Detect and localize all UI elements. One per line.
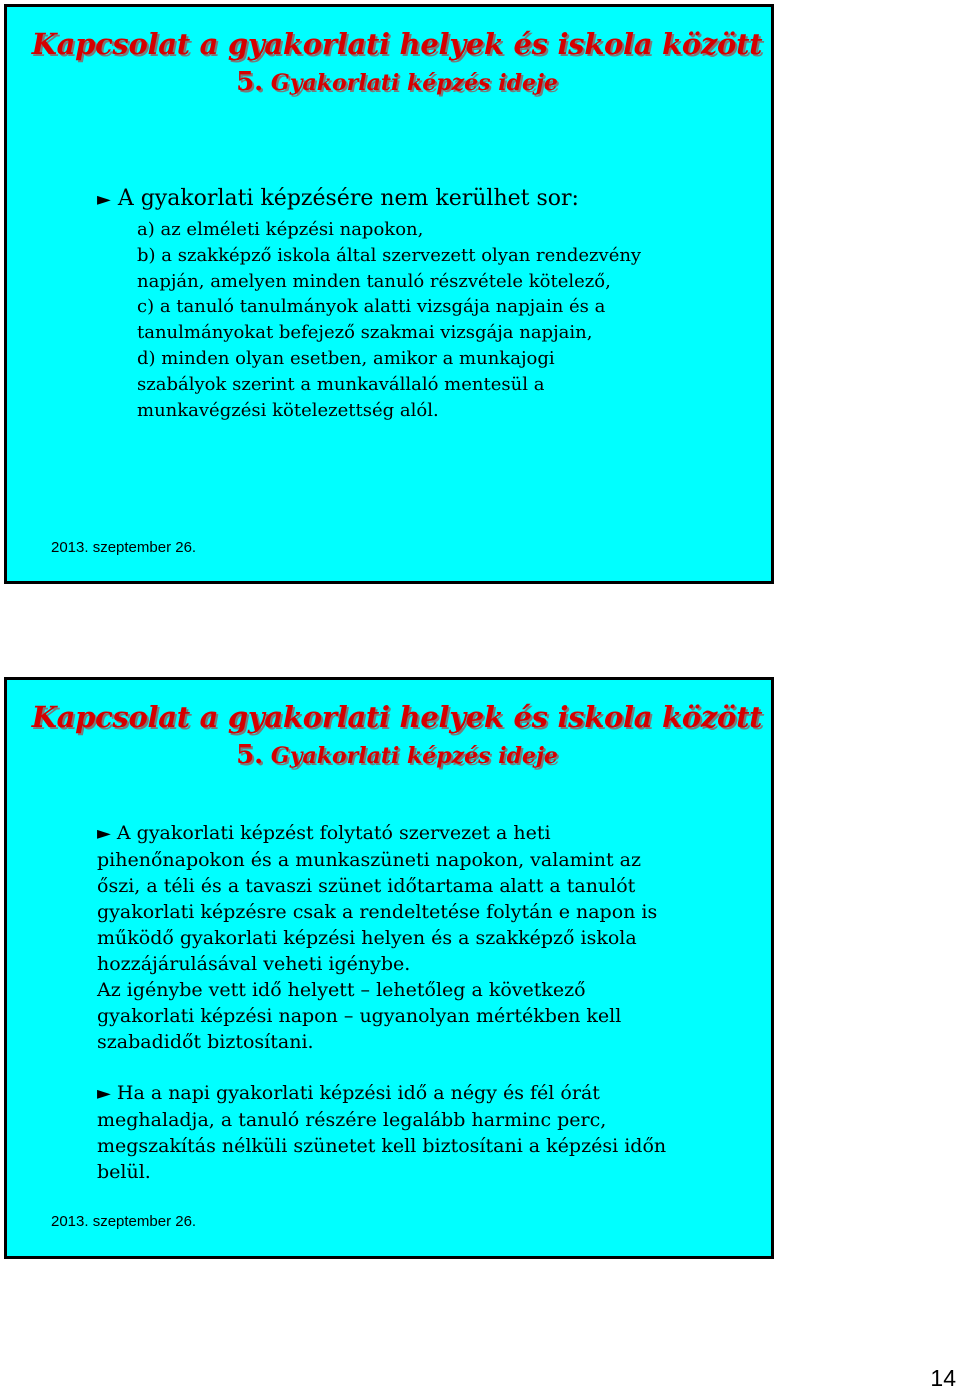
slide-subtitle [7, 740, 787, 770]
paragraph-line: belül. [97, 1161, 151, 1183]
paragraph-line: őszi, a téli és a tavaszi szünet időtartama alatt a tanulót [97, 875, 636, 897]
list-line: szabályok szerint a munkavállaló mentesül a [137, 373, 545, 395]
paragraph-line: Az igénybe vett idő helyett – lehetőleg a következő [97, 979, 586, 1001]
lead-label: A gyakorlati képzésére nem kerülhet sor: [117, 186, 579, 211]
paragraph-2 [97, 1080, 666, 1185]
list-line: napján, amelyen minden tanuló részvétele kötelező, [137, 270, 611, 292]
paragraph-line: megszakítás nélküli szünetet kell biztosítani a képzési időn [97, 1135, 667, 1157]
slide-1 [4, 4, 774, 584]
paragraph-line: ► A gyakorlati képzést folytató szervezet a heti [97, 822, 551, 844]
paragraph-1 [97, 820, 657, 1055]
page-number: 14 [930, 1365, 956, 1391]
subtitle-number: 5. [236, 740, 264, 770]
paragraph-line: ► Ha a napi gyakorlati képzési idő a négy és fél órát [97, 1082, 600, 1104]
subtitle-text: Gyakorlati képzés ideje [270, 743, 558, 769]
list-line: c) a tanuló tanulmányok alatti vizsgája napjain és a [137, 296, 606, 318]
paragraph-line: pihenőnapokon és a munkaszüneti napokon, valamint az [97, 849, 641, 871]
subtitle-number: 5. [236, 67, 264, 97]
slide-date: 2013. szeptember 26. [51, 539, 197, 556]
lead-text [97, 186, 579, 211]
slide-2 [4, 677, 774, 1259]
paragraph-line: gyakorlati képzési napon – ugyanolyan mértékben kell [97, 1005, 622, 1027]
list-line: d) minden olyan esetben, amikor a munkajogi [137, 347, 555, 369]
bullet-arrow-icon: ► [97, 189, 111, 210]
slide-title: Kapcsolat a gyakorlati helyek és iskola között [31, 700, 763, 734]
paragraph-line: hozzájárulásával veheti igénybe. [97, 953, 411, 975]
slide-subtitle [7, 67, 787, 97]
bullet-arrow-icon: ► [97, 823, 111, 844]
list-line: b) a szakképző iskola által szervezett olyan rendezvény [137, 244, 642, 266]
paragraph-line: meghaladja, a tanuló részére legalább harminc perc, [97, 1109, 607, 1131]
list-line: a) az elméleti képzési napokon, [137, 219, 424, 240]
paragraph-line: szabadidőt biztosítani. [97, 1031, 314, 1053]
subtitle-text: Gyakorlati képzés ideje [270, 70, 558, 96]
slide-date: 2013. szeptember 26. [51, 1213, 197, 1230]
list-line: tanulmányokat befejező szakmai vizsgája napjain, [137, 322, 593, 344]
slide-title: Kapcsolat a gyakorlati helyek és iskola között [31, 27, 763, 61]
paragraph-line: működő gyakorlati képzési helyen és a szakképző iskola [97, 927, 637, 949]
list-line: munkavégzési kötelezettség alól. [137, 399, 439, 421]
paragraph-line: gyakorlati képzésre csak a rendeltetése folytán e napon is [97, 901, 658, 923]
bullet-arrow-icon: ► [97, 1083, 111, 1104]
conditions-list [137, 217, 641, 423]
